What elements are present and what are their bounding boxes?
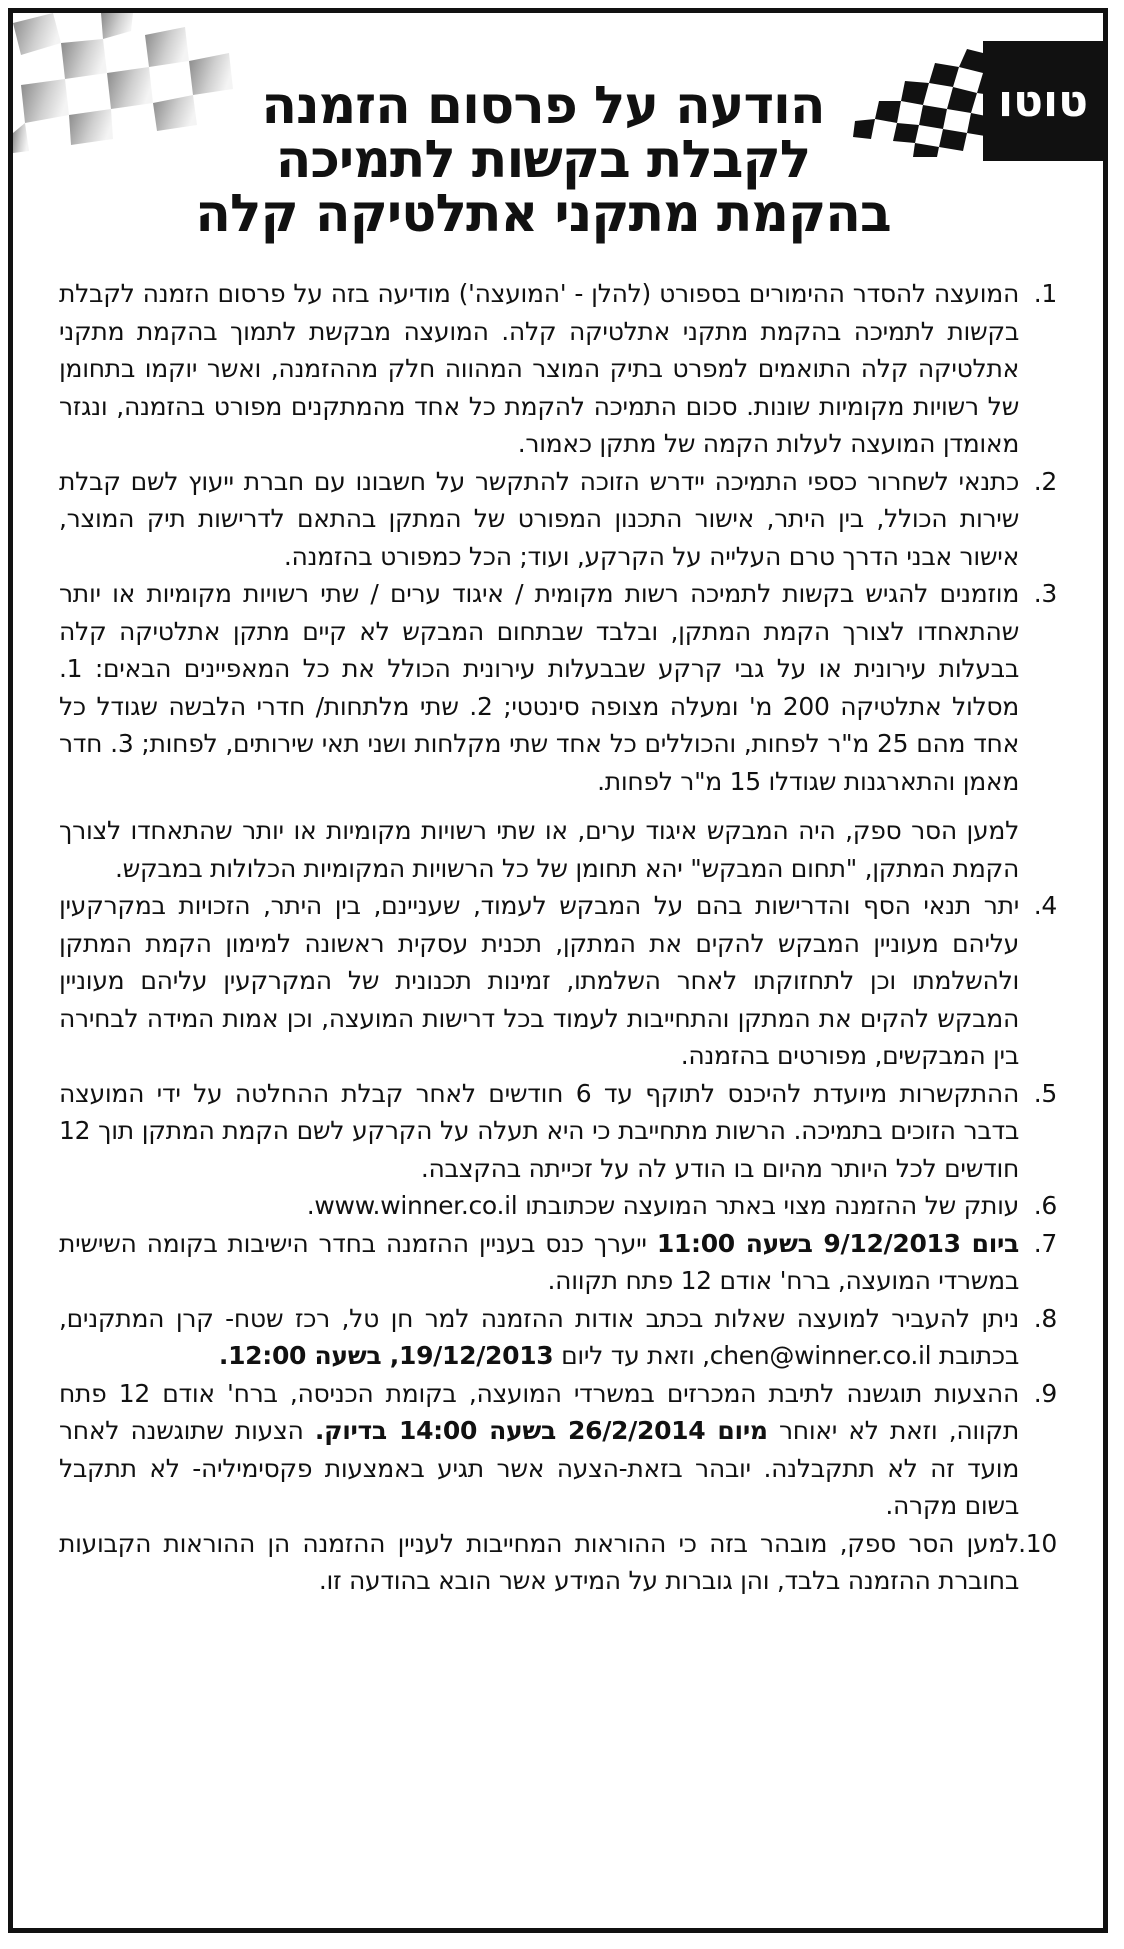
- item-8-text-1: ניתן להעביר למועצה שאלות בכתב אודות ההזמנה למר חן טל, רכז שטח- קרן המתקנים, בכתובת: [59, 1303, 1019, 1370]
- logo-text: טוטו: [998, 75, 1088, 127]
- notice-page: [8, 8, 1108, 1933]
- list-item-3: [59, 575, 1057, 800]
- item-7-text: ייערך כנס בעניין ההזמנה בחדר הישיבות בקומה השישית במשרדי המועצה, ברח' אודם 12 פתח תקווה.: [59, 1228, 1019, 1295]
- item-text: למען הסר ספק, מובהר בזה כי ההוראות המחייבות לעניין ההזמנה הן ההוראות הקבועות בחוברת ההזמנה בלבד, והן גוברות על המידע אשר הובא בהודעה זו.: [59, 1528, 1019, 1595]
- website-link[interactable]: www.winner.co.il: [314, 1191, 518, 1220]
- item-8-text-2: , וזאת עד ליום: [561, 1341, 710, 1370]
- list-item-6: [59, 1187, 1057, 1225]
- item-number: 4.: [1033, 891, 1057, 920]
- item-number: 8.: [1033, 1303, 1057, 1333]
- item-text: ההתקשרות מיועדת להיכנס לתוקף עד 6 חודשים לאחר קבלת ההחלטה על ידי המועצה בדבר הזוכים בתמיכה. הרשות מתחייבת כי היא תעלה על הקרקע לשם הקמת המתקן תוך 12 חודשים לכל היותר מהיום בו הודע לה על זכייתה בהקצבה.: [59, 1078, 1019, 1183]
- item-text: המועצה להסדר ההימורים בספורט (להלן - 'המועצה') מודיעה בזה על פרסום הזמנה לקבלת בקשות לתמיכה בהקמת מתקני אתלטיקה קלה. המועצה מבקשת לתמוך בהקמת מתקני אתלטיקה קלה התואמים למפרט בתיק המוצר המהווה חלק מההזמנה, ואשר יוקמו בתחומן של רשויות מקומיות שונות. סכום התמיכה להקמת כל אחד מהמתקנים מפורט בהזמנה, ונגזר מאומדן המועצה לעלות הקמה של מתקן כאמור.: [59, 279, 1019, 458]
- item-6-text: עותק של ההזמנה מצוי באתר המועצה שכתובתו: [525, 1191, 1019, 1220]
- list-item-8: [59, 1300, 1057, 1375]
- list-item-9: [59, 1375, 1057, 1525]
- item-number: 2.: [1033, 466, 1057, 496]
- item-number: 3.: [1033, 579, 1057, 608]
- item-text: [59, 1300, 1019, 1375]
- title-block: [183, 76, 903, 244]
- title-line-1: הודעה על פרסום הזמנה: [261, 76, 825, 136]
- item-9-text-1: ההצעות תוגשנה לתיבת המכרזים במשרדי המועצה, בקומת הכניסה, ברח' אודם 12 פתח תקווה, וזאת לא יאוחר: [59, 1378, 1020, 1445]
- email-link[interactable]: chen@winner.co.il: [709, 1341, 932, 1370]
- list-item-1: [59, 275, 1057, 463]
- item-number: 7.: [1033, 1228, 1057, 1258]
- item-number: 1.: [1033, 279, 1057, 308]
- item-text: עותק של ההזמנה מצוי באתר המועצה שכתובתו www.winner.co.il.: [306, 1191, 1019, 1220]
- item-text: [59, 1375, 1019, 1525]
- item-9-text-2: הצעות שתוגשנה לאחר מועד זה לא תתקבלנה. יובהר בזאת-הצעה אשר תגיע באמצעות פקסימיליה- לא תתקבל בשום מקרה.: [59, 1416, 1019, 1520]
- header: [13, 13, 1103, 243]
- item-text: יתר תנאי הסף והדרישות בהם על המבקש לעמוד, שעניינם, בין היתר, הזכויות במקרקעין עליהם מעוניין המבקש להקים את המתקן, תכנית עסקית ראשונה למימון הקמת המתקן ולהשלמתו וכן לתחזוקתו לאחר השלמתו, זמינות תכנונית של המקרקעין עליהם מעוניין המבקש להקים את המתקן והתחייבות לעמוד בכל דרישות המועצה, וכן אמות המידה לבחירה בין המבקשים, מפורטים בהזמנה.: [59, 891, 1019, 1070]
- item-number: 9.: [1033, 1378, 1057, 1408]
- meeting-date-time: ביום 9/12/2013 בשעה 11:00: [656, 1228, 1019, 1258]
- title-line-3: בהקמת מתקני אתלטיקה קלה: [195, 184, 891, 244]
- item-number: 6.: [1033, 1191, 1057, 1220]
- questions-deadline: 19/12/2013, בשעה 12:00.: [218, 1341, 554, 1370]
- list-item-10: [59, 1525, 1057, 1600]
- list-item-2: [59, 463, 1057, 576]
- item-number: 10.: [1018, 1528, 1057, 1558]
- item-number: 5.: [1033, 1078, 1057, 1108]
- list-item-4: [59, 887, 1057, 1075]
- title-line-2: לקבלת בקשות לתמיכה: [275, 130, 811, 190]
- item-text: מוזמנים להגיש בקשות לתמיכה רשות מקומית / איגוד ערים / שתי רשויות מקומיות או יותר שהתאחדו לצורך הקמת המתקן, ובלבד שבתחום המבקש לא קיים מתקן אתלטיקה קלה בבעלות עירונית או על גבי קרקע שבבעלות עירונית הכולל את כל המאפיינים הבאים: 1. מסלול אתלטיקה 200 מ' ומעלה מצופה סינטטי; 2. שתי מלתחות/ חדרי הלבשה שגודל כל אחד מהם 25 מ"ר לפחות, והכוללים כל אחד שתי מקלחות ושני תאי שירותים, לפחות; 3. חדר מאמן והתארגנות שגודלו 15 מ"ר לפחות.: [59, 579, 1019, 796]
- notice-body: [59, 275, 1057, 1600]
- clarification-paragraph: למען הסר ספק, היה המבקש איגוד ערים, או שתי רשויות מקומיות או יותר שהתאחדו לצורך הקמת המתקן, "תחום המבקש" יהא תחומן של כל הרשויות המקומיות הכלולות במבקש.: [59, 816, 1019, 883]
- list-item-5: [59, 1075, 1057, 1188]
- item-text: כתנאי לשחרור כספי התמיכה יידרש הזוכה להתקשר על חשבונו עם חברת ייעוץ לשם קבלת שירות הכולל, בין היתר, אישור התכנון המפורט של המתקן בהתאם לדרישות תיק המוצר, אישור אבני הדרך טרם העלייה על הקרקע, ועוד; הכל כמפורט בהזמנה.: [59, 466, 1019, 571]
- list-item-7: [59, 1225, 1057, 1300]
- item-text: [59, 1225, 1019, 1300]
- submission-deadline: מיום 26/2/2014 בשעה 14:00 בדיוק.: [314, 1416, 768, 1445]
- logo-box: [983, 41, 1103, 161]
